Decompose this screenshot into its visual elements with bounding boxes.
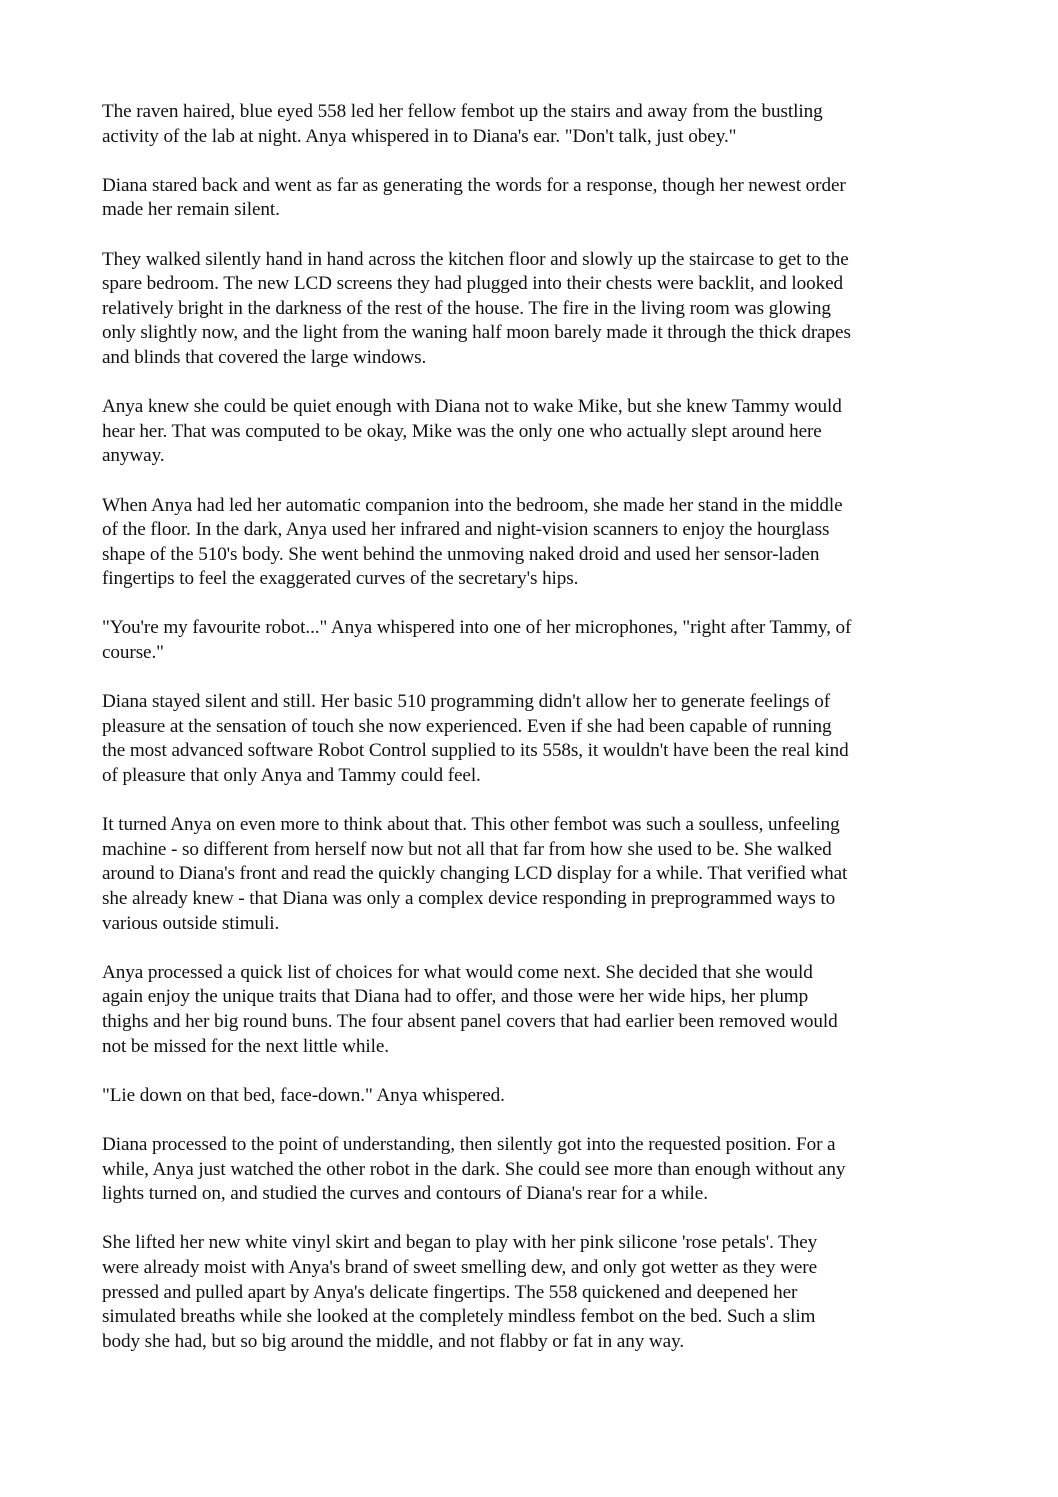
- paragraph-9: Anya processed a quick list of choices for what would come next. She decided that she would again enjoy the unique traits that Diana had to offer, and those were her wide hips, her plump thighs and her big round buns. The four absent panel covers that had earlier been removed would not be missed for the next little while.: [102, 961, 838, 1057]
- paragraph-5: When Anya had led her automatic companion into the bedroom, she made her stand in the middle of the floor. In the dark, Anya used her infrared and night-vision scanners to enjoy the hourglass shape of the 510's body. She went behind the unmoving naked droid and used her sensor-laden fingertips to feel the exaggerated curves of the secretary's hips.: [102, 494, 843, 590]
- paragraph-4: Anya knew she could be quiet enough with Diana not to wake Mike, but she knew Tammy would hear her. That was computed to be okay, Mike was the only one who actually slept around here anyway.: [102, 396, 842, 467]
- paragraph-7: Diana stayed silent and still. Her basic 510 programming didn't allow her to generate feelings of pleasure at the sensation of touch she now experienced. Even if she had been capable of running the most advanced software Robot Control supplied to its 558s, it wouldn't have been the real kind of pleasure that only Anya and Tammy could feel.: [102, 691, 849, 787]
- paragraph-8: It turned Anya on even more to think about that. This other fembot was such a soulless, unfeeling machine - so different from herself now but not all that far from how she used to be. She walked around to Diana's front and read the quickly changing LCD display for a while. That verified what she already knew - that Diana was only a complex device responding in preprogrammed ways to various outside stimuli.: [102, 814, 848, 934]
- paragraph-1: The raven haired, blue eyed 558 led her fellow fembot up the stairs and away from the bustling activity of the lab at night. Anya whispered in to Diana's ear. "Don't talk, just obey.": [102, 101, 823, 147]
- document-body: [102, 100, 958, 1379]
- paragraph-2: Diana stared back and went as far as generating the words for a response, though her newest order made her remain silent.: [102, 174, 846, 221]
- paragraph-6: "You're my favourite robot..." Anya whispered into one of her microphones, "right after Tammy, of course.": [102, 617, 852, 664]
- paragraph-10: "Lie down on that bed, face-down." Anya whispered.: [102, 1084, 505, 1106]
- paragraph-12: She lifted her new white vinyl skirt and began to play with her pink silicone 'rose petals'. They were already moist with Anya's brand of sweet smelling dew, and only got wetter as they were pressed and pulled apart by Anya's delicate fingertips. The 558 quickened and deepened her simulated breaths while she looked at the completely mindless fembot on the bed. Such a slim body she had, but so big around the middle, and not flabby or fat in any way.: [102, 1232, 818, 1352]
- paragraph-11: Diana processed to the point of understanding, then silently got into the requested position. For a while, Anya just watched the other robot in the dark. She could see more than enough without any lights turned on, and studied the curves and contours of Diana's rear for a while.: [102, 1133, 846, 1205]
- paragraph-3: They walked silently hand in hand across the kitchen floor and slowly up the staircase to get to the spare bedroom. The new LCD screens they had plugged into their chests were backlit, and looked relatively bright in the darkness of the rest of the house. The fire in the living room was glowing only slightly now, and the light from the waning half moon barely made it through the thick drapes and blinds that covered the large windows.: [102, 248, 851, 368]
